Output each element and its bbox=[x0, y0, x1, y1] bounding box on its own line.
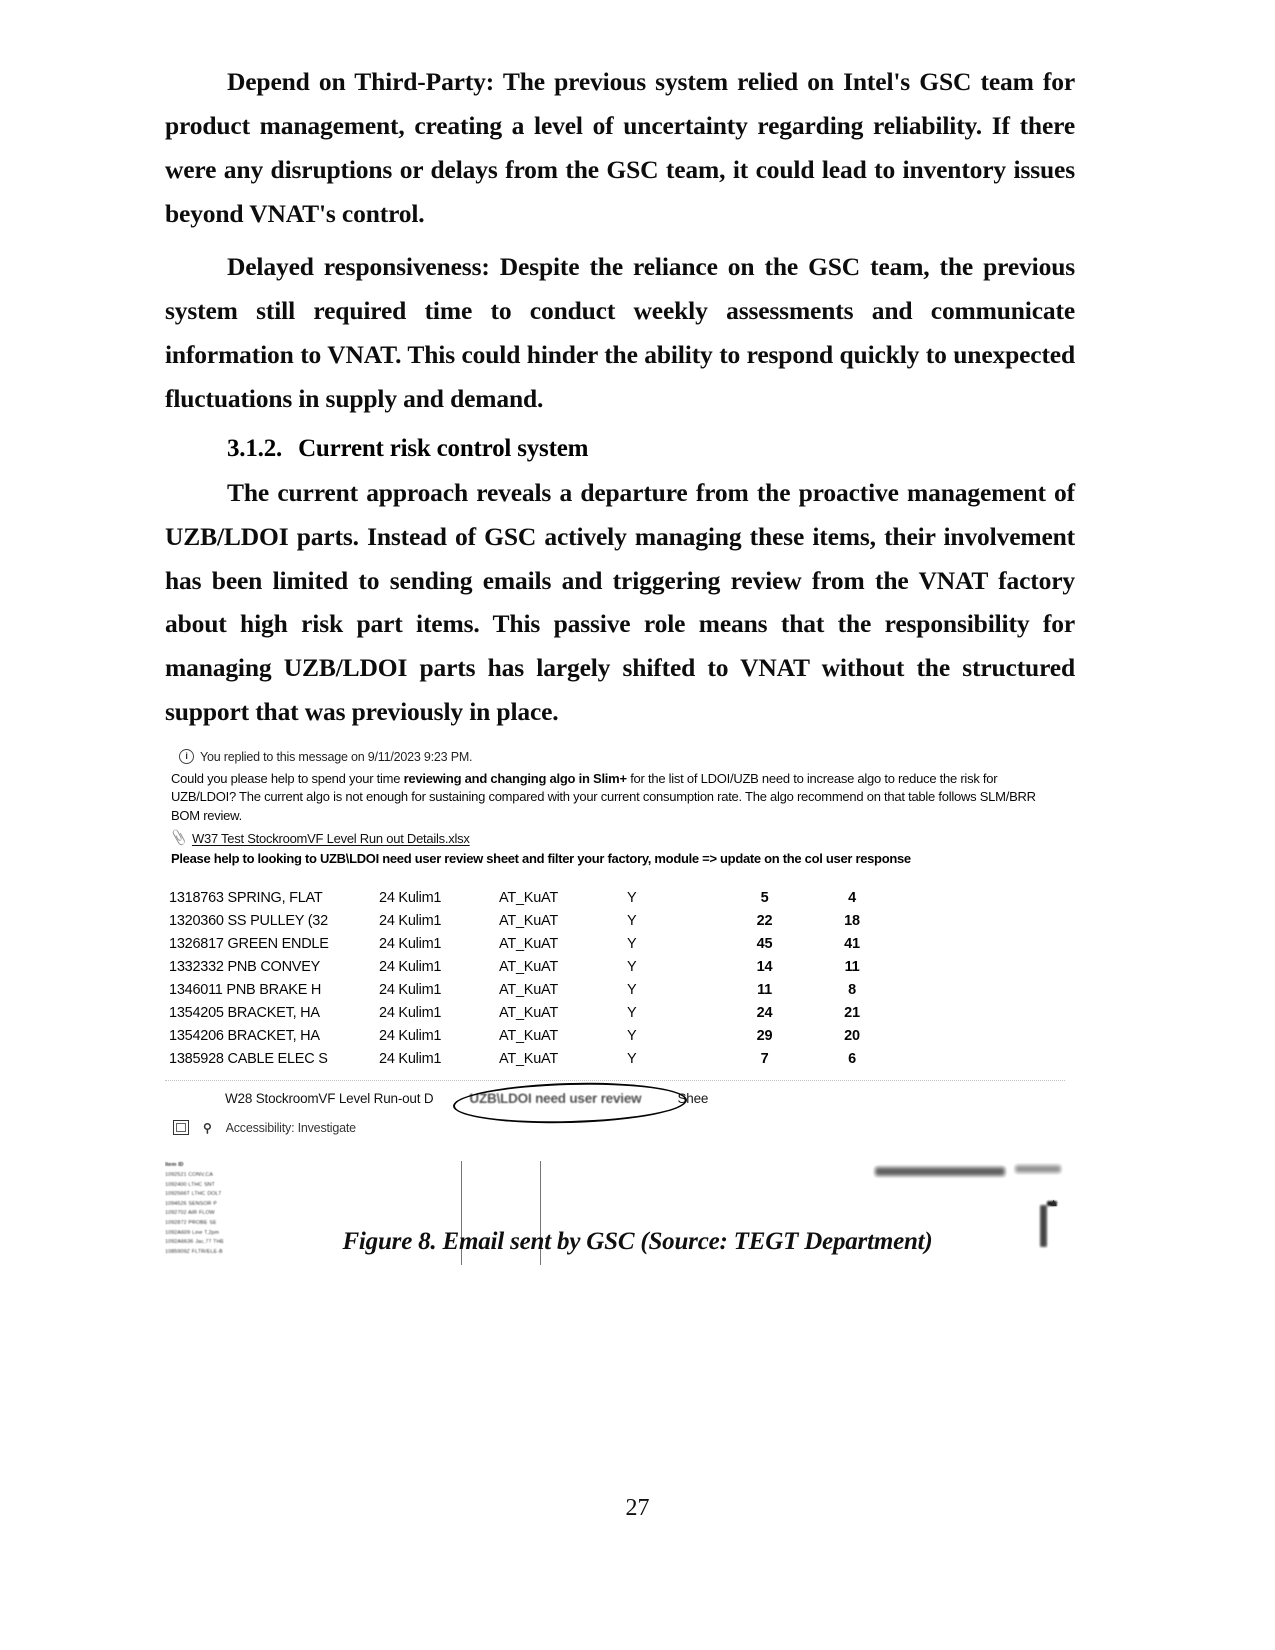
cell-flag: Y bbox=[627, 935, 637, 952]
cell-qty2: 20 bbox=[844, 1027, 860, 1044]
cell-factory: AT_KuAT bbox=[499, 1050, 558, 1067]
email-body-bold-1: reviewing and changing algo in Slim+ bbox=[403, 771, 627, 786]
cell-qty2: 18 bbox=[844, 912, 860, 929]
cell-qty2: 21 bbox=[844, 1004, 860, 1021]
email-screenshot bbox=[165, 745, 1065, 1271]
sheet-tab-uzb-ldoi-review[interactable]: UZB\LDOI need user review bbox=[469, 1091, 642, 1107]
email-body-part-1: Could you please help to spend your time bbox=[171, 771, 404, 786]
accessibility-icon: ⚲ bbox=[203, 1120, 212, 1135]
attachment-filename[interactable]: W37 Test StockroomVF Level Run out Details.xlsx bbox=[191, 830, 470, 846]
table-row bbox=[165, 1024, 892, 1047]
table-row bbox=[165, 909, 892, 932]
lower-sheet-header-row bbox=[165, 1161, 1065, 1171]
cell-part: 1346011 PNB BRAKE H bbox=[169, 981, 322, 998]
lower-sheet-row bbox=[165, 1200, 1065, 1210]
paragraph-depend-on-third-party: Depend on Third-Party: The previous system relied on Intel's GSC team for product management, creating a level of uncertainty regarding reliability. If there were any disruptions or delays from the GSC team, it could lead to inventory issues beyond VNAT's control. bbox=[165, 67, 1075, 228]
cell-qty1: 45 bbox=[756, 935, 773, 952]
cell-part: 1354206 BRACKET, HA bbox=[169, 1027, 320, 1044]
cell-qty1: 29 bbox=[756, 1027, 773, 1044]
email-data-table bbox=[165, 886, 892, 1070]
email-body-text bbox=[165, 770, 1065, 825]
lower-row-cells: 1094526 SENSOR P bbox=[165, 1200, 217, 1207]
cell-factory: AT_KuAT bbox=[499, 1004, 558, 1021]
lower-row-cells: 1085909Z FLTR/ELE-B bbox=[165, 1248, 223, 1255]
cell-location: 24 Kulim1 bbox=[379, 912, 442, 929]
cell-location: 24 Kulim1 bbox=[379, 1027, 442, 1044]
cell-factory: AT_KuAT bbox=[499, 1027, 558, 1044]
scroll-arrow-icon[interactable]: ▲ bbox=[1048, 1197, 1059, 1210]
page-body bbox=[165, 60, 1075, 744]
figure-caption: Figure 8. Email sent by GSC (Source: TEGT Department) bbox=[342, 1228, 933, 1255]
cell-flag: Y bbox=[627, 1004, 637, 1021]
reply-notice-text: You replied to this message on 9/11/2023 9:23 PM. bbox=[200, 749, 473, 764]
worksheet-tab-bar bbox=[165, 1080, 1065, 1112]
cell-qty2: 6 bbox=[848, 1050, 856, 1067]
email-body-part-2: for the list of LDOI/UZB need to increase algo to reduce the risk for UZB/LDOI? The current algo is not enough for sustaining compared with your current consumption rate. The algo recommend on that table follows SLM/BRR BOM review. bbox=[171, 771, 1036, 823]
cell-flag: Y bbox=[627, 958, 637, 975]
section-title: Current risk control system bbox=[298, 434, 589, 462]
worksheet-view-icon[interactable] bbox=[173, 1120, 189, 1135]
lower-row-cells: 1092A6636 Jac,77 THE bbox=[165, 1239, 225, 1246]
table-body bbox=[165, 886, 892, 1070]
cell-factory: AT_KuAT bbox=[499, 935, 558, 952]
cell-qty1: 5 bbox=[760, 889, 769, 906]
lower-row-cells: 1092566T LTHC DOLT bbox=[165, 1191, 222, 1198]
cell-qty1: 24 bbox=[756, 1004, 773, 1021]
cell-location: 24 Kulim1 bbox=[379, 935, 442, 952]
lower-row-cells: 1092702 AIR FLOW bbox=[165, 1210, 215, 1217]
table-row bbox=[165, 932, 892, 955]
cell-qty1: 22 bbox=[756, 912, 773, 929]
cell-part: 1318763 SPRING, FLAT bbox=[169, 889, 323, 906]
cell-qty1: 7 bbox=[760, 1050, 769, 1067]
lower-row-cells: 1092521 CONV,CA bbox=[165, 1171, 214, 1178]
cell-location: 24 Kulim1 bbox=[379, 1004, 442, 1021]
attachment-row[interactable] bbox=[165, 825, 1065, 848]
instruction-text: Please help to looking to UZB\LDOI need user review sheet and filter your factory, module => update on the col user response bbox=[171, 851, 911, 867]
lower-sheet-row bbox=[165, 1209, 1065, 1219]
cell-flag: Y bbox=[627, 1050, 637, 1067]
cell-factory: AT_KuAT bbox=[499, 889, 558, 906]
reply-notice-bar bbox=[165, 745, 1065, 770]
cell-location: 24 Kulim1 bbox=[379, 981, 442, 998]
info-icon: i bbox=[179, 749, 194, 764]
lower-row-cells: 1092872 PROBE SE bbox=[165, 1220, 217, 1227]
paragraph-delayed-responsiveness: Delayed responsiveness: Despite the reliance on the GSC team, the previous system still required time to conduct weekly assessments and communicate information to VNAT. This could hinder the ability to respond quickly to unexpected fluctuations in supply and demand. bbox=[165, 252, 1075, 414]
excel-status-bar bbox=[165, 1112, 1065, 1137]
cell-location: 24 Kulim1 bbox=[379, 1050, 442, 1067]
section-number: 3.1.2. bbox=[227, 434, 283, 462]
cell-flag: Y bbox=[627, 912, 637, 929]
cell-qty1: 11 bbox=[757, 981, 772, 998]
cell-location: 24 Kulim1 bbox=[379, 889, 442, 906]
cell-part: 1354205 BRACKET, HA bbox=[169, 1004, 320, 1021]
cell-qty1: 14 bbox=[756, 958, 773, 975]
lower-sheet-row bbox=[165, 1190, 1065, 1200]
cell-factory: AT_KuAT bbox=[499, 958, 558, 975]
cell-location: 24 Kulim1 bbox=[379, 958, 442, 975]
page-number: 27 bbox=[625, 1495, 650, 1521]
cell-qty2: 11 bbox=[844, 958, 860, 975]
lower-row-cells: 1092A609 Line T,2pm bbox=[165, 1229, 220, 1236]
cell-flag: Y bbox=[627, 981, 637, 998]
table-row bbox=[165, 1047, 892, 1070]
lower-sheet-row bbox=[165, 1171, 1065, 1181]
cell-part: 1320360 SS PULLEY (32 bbox=[169, 912, 328, 929]
sheet-tab-partial[interactable]: Shee bbox=[677, 1091, 709, 1107]
cell-factory: AT_KuAT bbox=[499, 981, 558, 998]
table-row bbox=[165, 886, 892, 909]
sheet-tab-stockroom[interactable]: W28 StockroomVF Level Run-out D bbox=[225, 1091, 434, 1107]
table-row bbox=[165, 978, 892, 1001]
lower-row-cells: 1092400 LTHC SNT bbox=[165, 1181, 216, 1188]
cell-qty2: 4 bbox=[848, 889, 856, 906]
accessibility-status-text[interactable]: Accessibility: Investigate bbox=[225, 1120, 356, 1135]
cell-part: 1385928 CABLE ELEC S bbox=[169, 1050, 328, 1067]
cell-part: 1332332 PNB CONVEY bbox=[169, 958, 321, 975]
paperclip-icon: 📎 bbox=[169, 828, 189, 847]
cell-part: 1326817 GREEN ENDLE bbox=[169, 935, 329, 952]
cell-flag: Y bbox=[627, 1027, 637, 1044]
cell-qty2: 8 bbox=[848, 981, 856, 998]
paragraph-current-risk-control: The current approach reveals a departure from the proactive management of UZB/LDOI parts. Instead of GSC actively managing these items, their involvement has been limited to sending emails and triggering review from the VNAT factory about high risk part items. This passive role means that the responsibility for managing UZB/LDOI parts has largely shifted to VNAT without the structured support that was previously in place. bbox=[165, 477, 1075, 727]
cell-factory: AT_KuAT bbox=[499, 912, 558, 929]
table-row bbox=[165, 955, 892, 978]
cell-flag: Y bbox=[627, 889, 637, 906]
lower-header-cells: Item ID bbox=[165, 1162, 184, 1169]
figure-8-email-screenshot bbox=[165, 745, 1065, 1271]
lower-sheet-row bbox=[165, 1181, 1065, 1191]
table-row bbox=[165, 1001, 892, 1024]
cell-qty2: 41 bbox=[844, 935, 860, 952]
section-heading bbox=[227, 435, 1075, 463]
